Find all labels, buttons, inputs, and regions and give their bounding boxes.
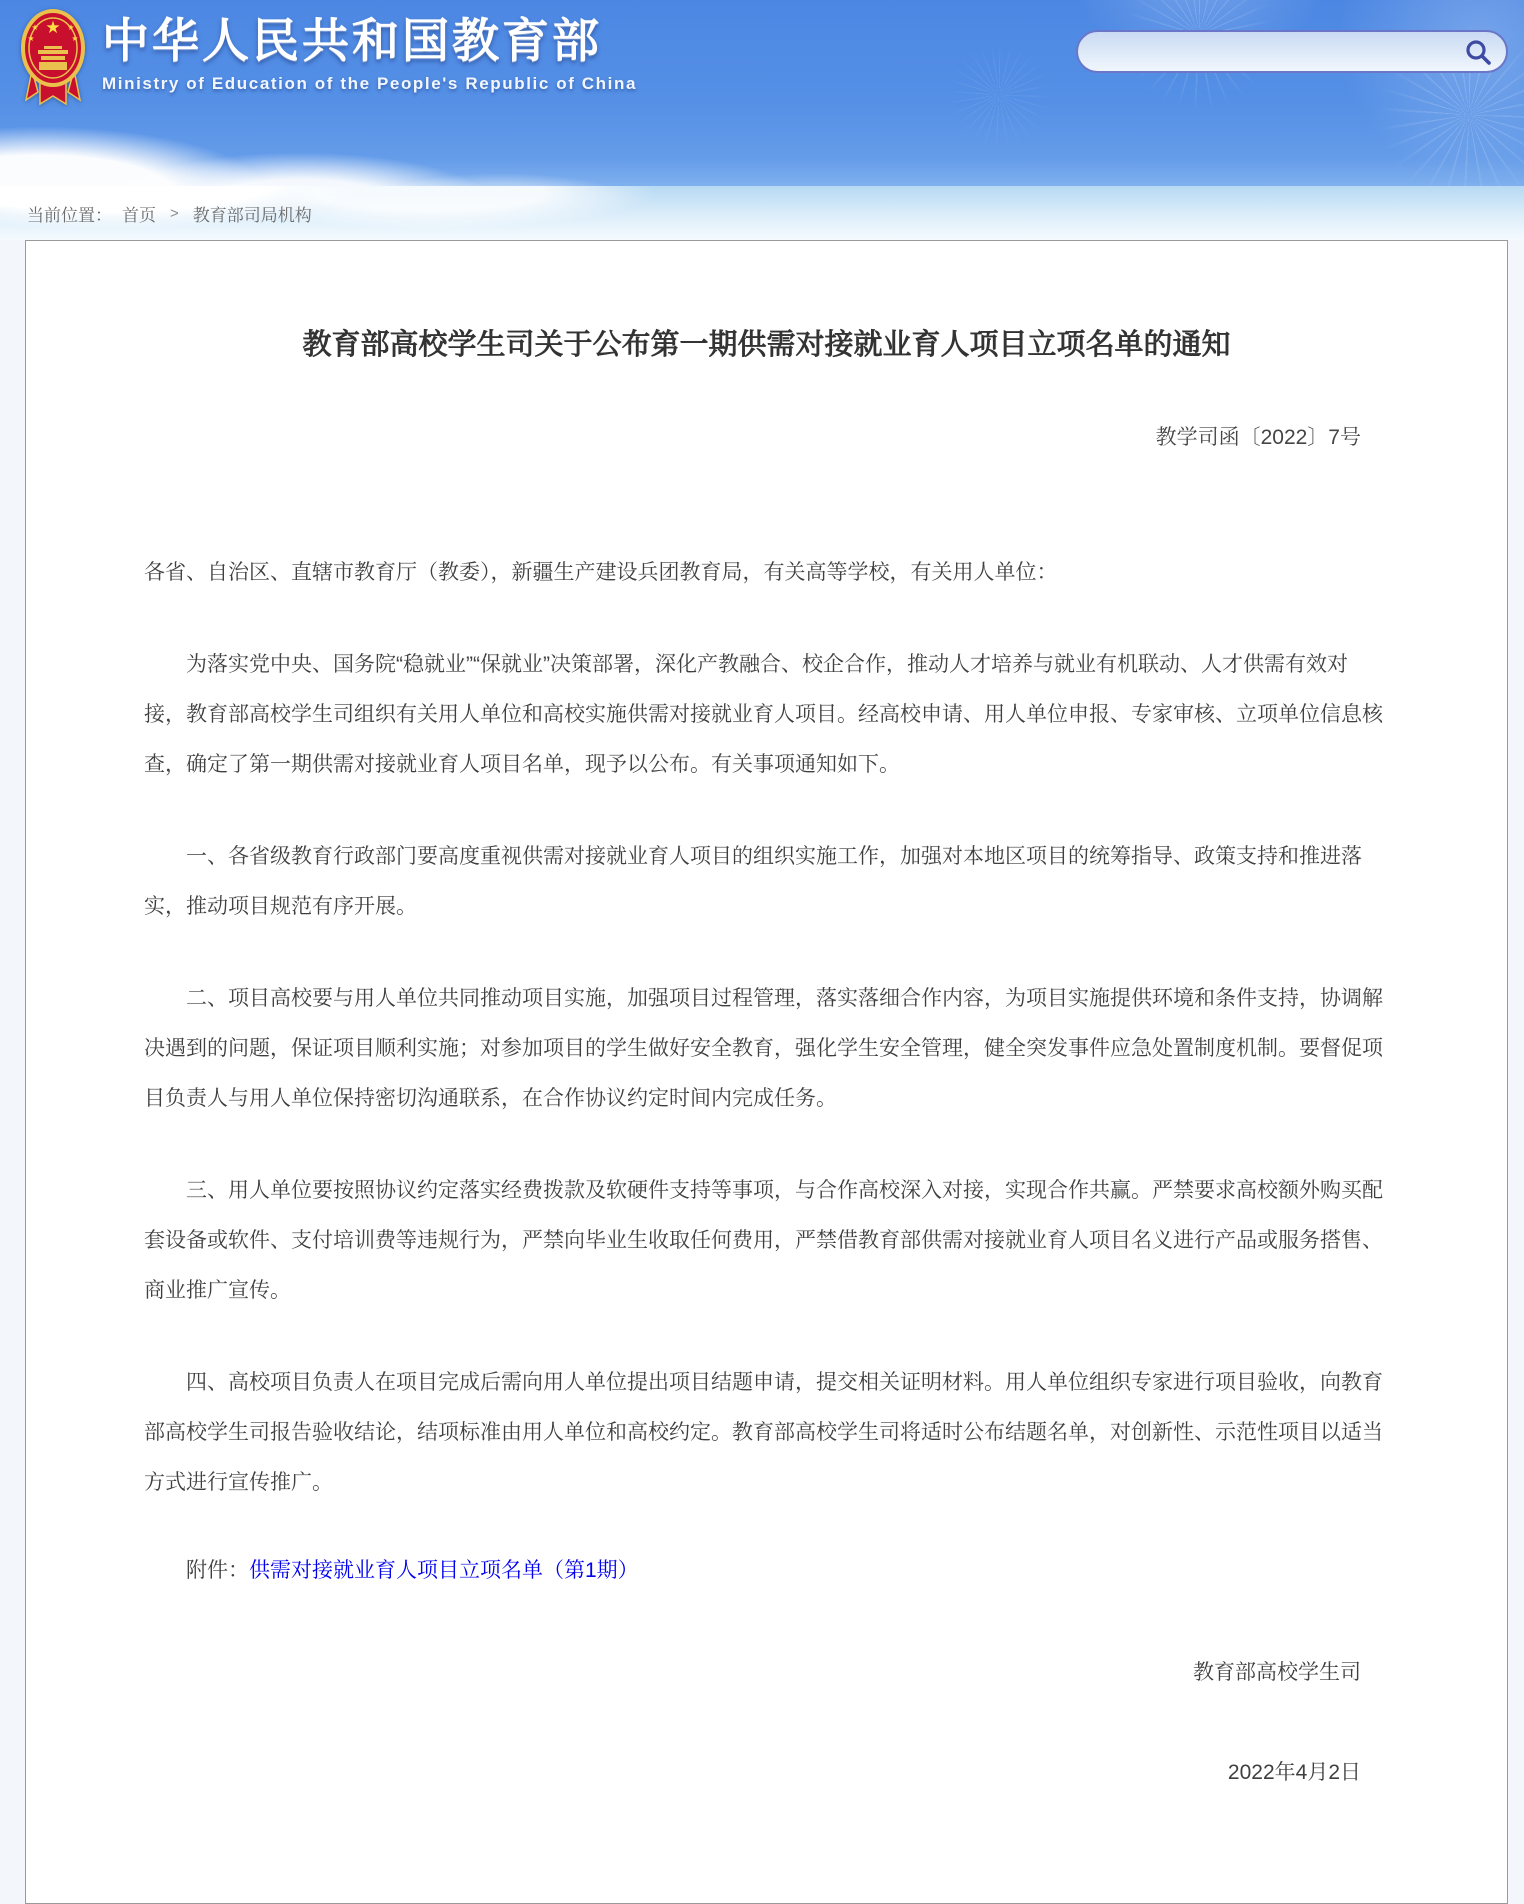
site-header (0, 0, 1524, 186)
svg-text:★: ★ (45, 18, 61, 37)
breadcrumb-section-link[interactable]: 教育部司局机构 (192, 205, 312, 225)
site-title: 中华人民共和国教育部 (102, 14, 602, 67)
svg-text:★: ★ (71, 34, 79, 43)
dandelion-decor-icon (944, 40, 1054, 150)
attachment-link[interactable]: 供需对接就业育人项目立项名单（第1期） (249, 1559, 639, 1582)
paragraph-item-1: 一、各省级教育行政部门要高度重视供需对接就业育人项目的组织实施工作，加强对本地区项目的统筹指导、政策支持和推进落实，推动项目规范有序开展。 (144, 845, 1362, 918)
content-panel (25, 240, 1508, 1904)
breadcrumb-label: 当前位置： (27, 205, 112, 225)
site-subtitle: Ministry of Education of the People's Republic of China (102, 74, 638, 93)
paragraph-item-4: 四、高校项目负责人在项目完成后需向用人单位提出项目结题申请，提交相关证明材料。用人单位组织专家进行项目验收，向教育部高校学生司报告验收结论，结项标准由用人单位和高校约定。教育部高校学生司将适时公布结题名单，对创新性、示范性项目以适当方式进行宣传推广。 (144, 1371, 1383, 1494)
paragraph-intro: 为落实党中央、国务院“稳就业”“保就业”决策部署，深化产教融合、校企合作，推动人才培养与就业有机联动、人才供需有效对接，教育部高校学生司组织有关用人单位和高校实施供需对接就业育人项目。经高校申请、用人单位申报、专家审核、立项单位信息核查，确定了第一期供需对接就业育人项目名单，现予以公布。有关事项通知如下。 (144, 653, 1383, 776)
document-number: 教学司函〔2022〕7号 (1155, 426, 1361, 449)
site-logo[interactable] (20, 8, 637, 108)
salutation-line: 各省、自治区、直辖市教育厅（教委），新疆生产建设兵团教育局，有关高等学校，有关用人单位： (144, 561, 1058, 584)
paragraph-item-3: 三、用人单位要按照协议约定落实经费拨款及软硬件支持等事项，与合作高校深入对接，实现合作共赢。严禁要求高校额外购买配套设备或软件、支付培训费等违规行为，严禁向毕业生收取任何费用，严禁借教育部供需对接就业育人项目名义进行产品或服务搭售、商业推广宣传。 (144, 1179, 1383, 1302)
attachment-line (144, 1556, 1389, 1586)
document-title: 教育部高校学生司关于公布第一期供需对接就业育人项目立项名单的通知 (302, 329, 1231, 361)
document-date: 2022年4月2日 (1227, 1761, 1361, 1784)
svg-text:★: ★ (67, 23, 75, 32)
svg-text:★: ★ (27, 34, 35, 43)
breadcrumb-home-link[interactable]: 首页 (122, 205, 156, 225)
search-input[interactable] (1098, 32, 1460, 71)
search-box (1076, 30, 1508, 73)
breadcrumb (0, 186, 1524, 240)
svg-text:★: ★ (31, 23, 39, 32)
signature: 教育部高校学生司 (1193, 1661, 1361, 1684)
search-button[interactable] (1460, 38, 1496, 66)
paragraph-item-2: 二、项目高校要与用人单位共同推动项目实施，加强项目过程管理，落实落细合作内容，为项目实施提供环境和条件支持，协调解决遇到的问题，保证项目顺利实施；对参加项目的学生做好安全教育，强化学生安全管理，健全突发事件应急处置制度机制。要督促项目负责人与用人单位保持密切沟通联系，在合作协议约定时间内完成任务。 (144, 987, 1383, 1110)
breadcrumb-separator: > (170, 204, 179, 222)
national-emblem-icon (20, 8, 86, 108)
site-title-block (102, 8, 637, 94)
attachment-label: 附件： (186, 1559, 249, 1582)
notice-document (26, 241, 1507, 1808)
search-icon (1464, 38, 1492, 66)
